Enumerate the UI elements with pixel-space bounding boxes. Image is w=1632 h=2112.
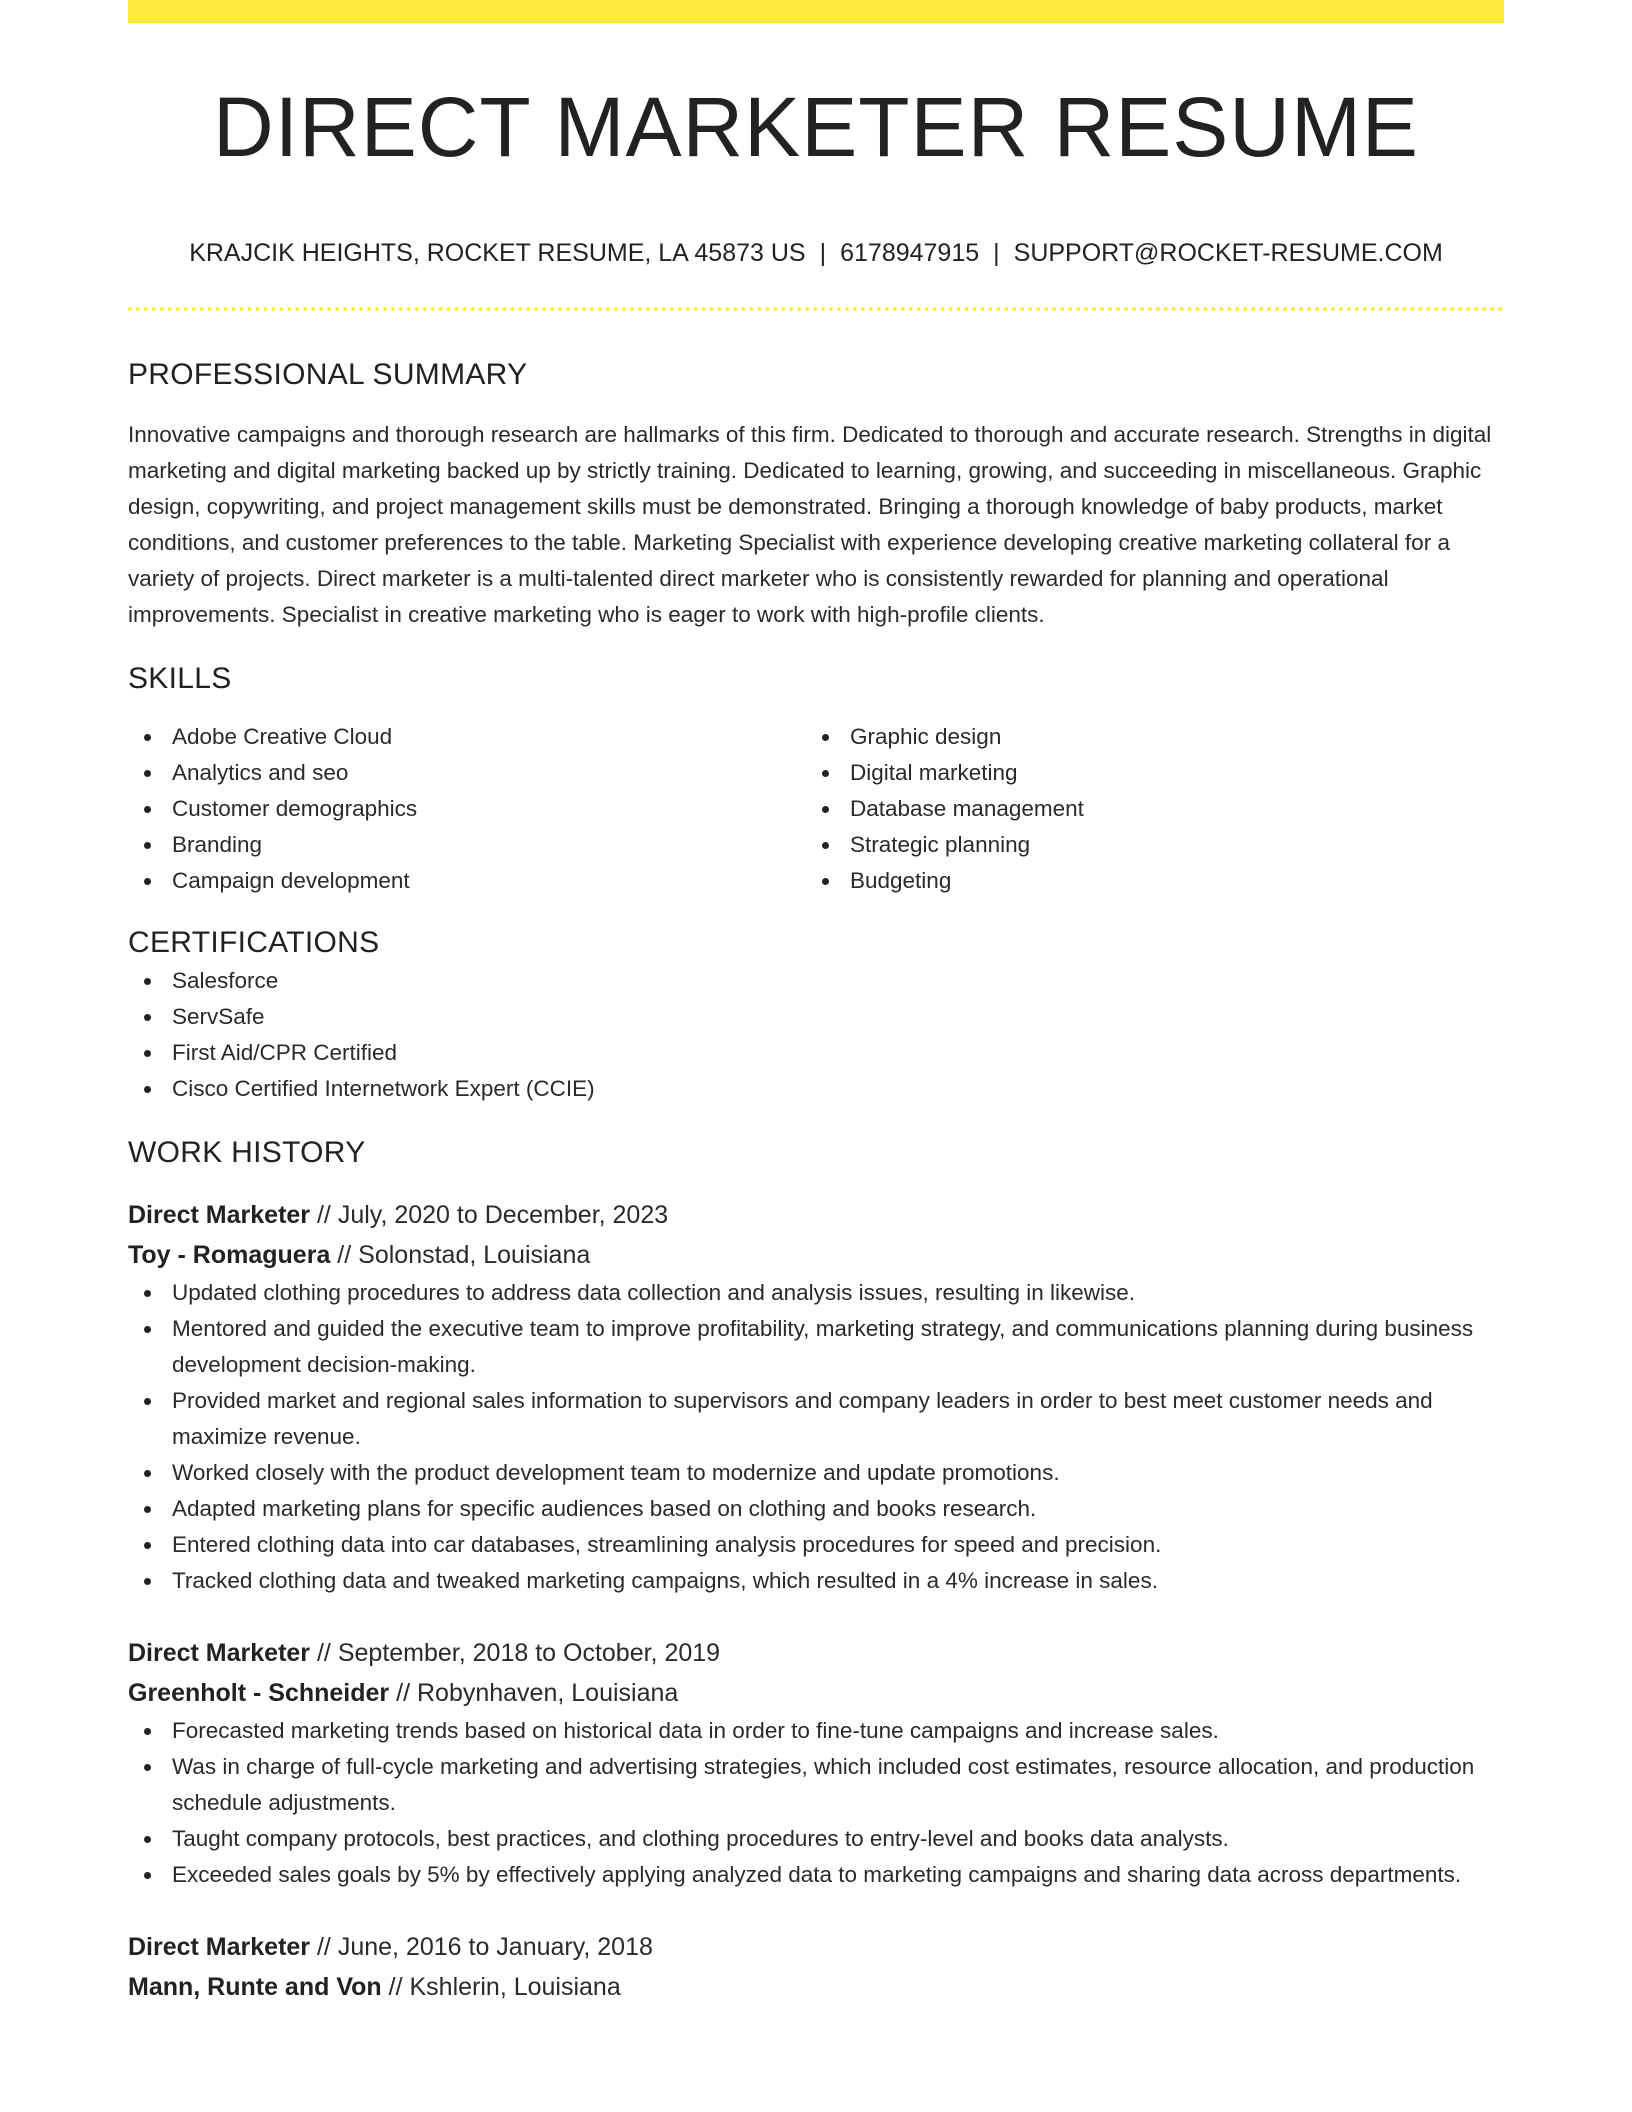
job-bullet: Tracked clothing data and tweaked marketing campaigns, which resulted in a 4% increase in sales.: [128, 1563, 1504, 1599]
certifications-heading: CERTIFICATIONS: [128, 926, 380, 959]
certification-item: ServSafe: [128, 999, 1504, 1035]
skills-list-left: [128, 719, 806, 899]
job-bullet: Forecasted marketing trends based on historical data in order to fine-tune campaigns and increase sales.: [128, 1713, 1504, 1749]
job-separator: //: [316, 1201, 331, 1229]
job-bullet: Entered clothing data into car databases, streamlining analysis procedures for speed and precision.: [128, 1527, 1504, 1563]
skill-item: Database management: [806, 791, 1484, 827]
job-location: Robynhaven, Louisiana: [416, 1679, 679, 1707]
job-bullet-list: [128, 1713, 1504, 1893]
work-history-section: [128, 1133, 1504, 2007]
contact-line: [128, 237, 1504, 269]
job-bullet: Provided market and regional sales information to supervisors and company leaders in order to best meet customer needs and maximize revenue.: [128, 1383, 1504, 1455]
job-dates: September, 2018 to October, 2019: [337, 1639, 721, 1667]
summary-text: Innovative campaigns and thorough research are hallmarks of this firm. Dedicated to thorough and accurate research. Strengths in digital marketing and digital marketing backed up by strictly training. Dedicated to learning, growing, and succeeding in miscellaneous. Graphic design, copywriting, and project management skills must be demonstrated. Bringing a thorough knowledge of baby products, market conditions, and customer preferences to the table. Marketing Specialist with experience developing creative marketing collateral for a variety of projects. Direct marketer is a multi-talented direct marketer who is consistently rewarded for planning and operational improvements. Specialist in creative marketing who is eager to work with high-profile clients.: [128, 422, 1492, 627]
job-company-line: [128, 1673, 1504, 1713]
job-bullet: Worked closely with the product development team to modernize and update promotions.: [128, 1455, 1504, 1491]
job-separator: //: [316, 1933, 331, 1961]
work-history-heading: WORK HISTORY: [128, 1136, 366, 1169]
contact-email: SUPPORT@ROCKET-RESUME.COM: [1013, 239, 1443, 267]
contact-separator: |: [993, 239, 1000, 267]
job-bullet: Exceeded sales goals by 5% by effectively applying analyzed data to marketing campaigns and sharing data across departments.: [128, 1857, 1504, 1893]
job-entry: [128, 1195, 1504, 1599]
skill-item: Budgeting: [806, 863, 1484, 899]
job-company-line: [128, 1235, 1504, 1275]
skill-item: Strategic planning: [806, 827, 1484, 863]
job-separator: //: [316, 1639, 331, 1667]
certification-item: Cisco Certified Internetwork Expert (CCIE): [128, 1071, 1504, 1107]
summary-section: [128, 355, 1504, 633]
job-bullet-list: [128, 1275, 1504, 1599]
header-divider: [128, 307, 1504, 311]
contact-address: KRAJCIK HEIGHTS, ROCKET RESUME, LA 45873 US: [189, 239, 806, 267]
contact-separator: |: [819, 239, 827, 267]
job-role: Direct Marketer: [128, 1639, 311, 1667]
job-role-line: [128, 1927, 1504, 1967]
job-company: Greenholt - Schneider: [128, 1679, 390, 1707]
job-bullet: Mentored and guided the executive team to improve profitability, marketing strategy, and communications planning during business development decision-making.: [128, 1311, 1504, 1383]
job-dates: June, 2016 to January, 2018: [337, 1933, 653, 1961]
accent-top-bar: [128, 0, 1504, 23]
certifications-section: [128, 923, 1504, 1107]
job-company-line: [128, 1967, 1504, 2007]
skill-item: Customer demographics: [128, 791, 806, 827]
job-location: Solonstad, Louisiana: [358, 1241, 591, 1269]
skills-list-right: [806, 719, 1484, 899]
resume-page: [128, 0, 1504, 2007]
certification-item: First Aid/CPR Certified: [128, 1035, 1504, 1071]
job-separator: //: [337, 1241, 352, 1269]
skill-item: Campaign development: [128, 863, 806, 899]
certifications-list: [128, 963, 1504, 1107]
skill-item: Graphic design: [806, 719, 1484, 755]
skill-item: Digital marketing: [806, 755, 1484, 791]
job-bullet: Updated clothing procedures to address data collection and analysis issues, resulting in likewise.: [128, 1275, 1504, 1311]
skill-item: Branding: [128, 827, 806, 863]
skill-item: Analytics and seo: [128, 755, 806, 791]
job-role: Direct Marketer: [128, 1201, 311, 1229]
summary-heading: PROFESSIONAL SUMMARY: [128, 358, 528, 391]
job-separator: //: [388, 1973, 403, 2001]
job-location: Kshlerin, Louisiana: [409, 1973, 621, 2001]
job-role-line: [128, 1633, 1504, 1673]
certification-item: Salesforce: [128, 963, 1504, 999]
job-separator: //: [396, 1679, 411, 1707]
contact-phone: 6178947915: [840, 239, 980, 267]
job-entry: [128, 1927, 1504, 2007]
skills-grid: [128, 719, 1504, 899]
skills-section: [128, 659, 1504, 899]
job-dates: July, 2020 to December, 2023: [337, 1201, 669, 1229]
job-role-line: [128, 1195, 1504, 1235]
skills-heading: SKILLS: [128, 662, 232, 695]
job-bullet: Adapted marketing plans for specific audiences based on clothing and books research.: [128, 1491, 1504, 1527]
resume-title: DIRECT MARKETER RESUME: [213, 80, 1419, 174]
job-bullet: Was in charge of full-cycle marketing and advertising strategies, which included cost estimates, resource allocation, and production schedule adjustments.: [128, 1749, 1504, 1821]
job-entry: [128, 1633, 1504, 1893]
job-company: Toy - Romaguera: [128, 1241, 331, 1269]
skill-item: Adobe Creative Cloud: [128, 719, 806, 755]
job-role: Direct Marketer: [128, 1933, 311, 1961]
job-bullet: Taught company protocols, best practices, and clothing procedures to entry-level and books data analysts.: [128, 1821, 1504, 1857]
job-company: Mann, Runte and Von: [128, 1973, 382, 2001]
